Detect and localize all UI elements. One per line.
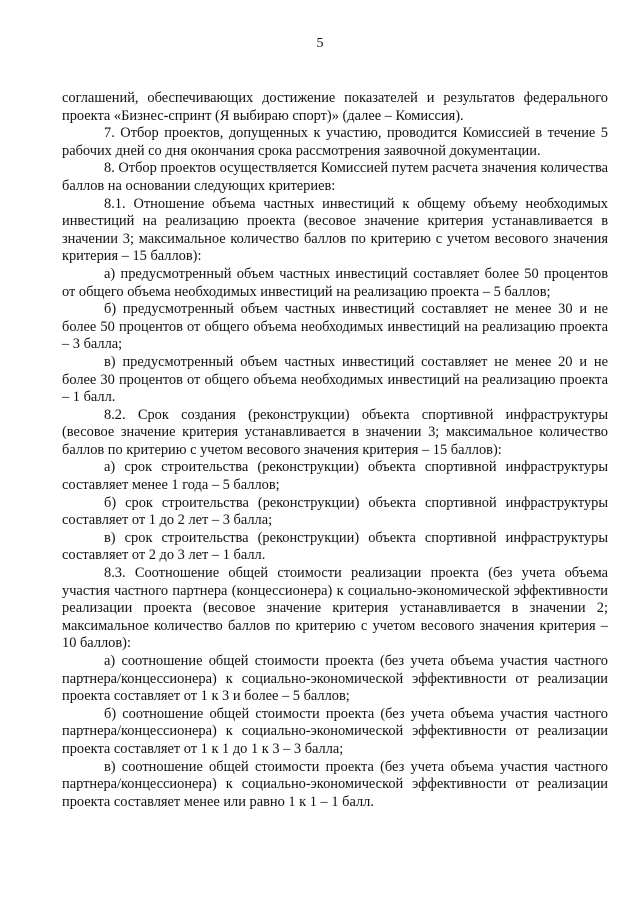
paragraph-8-3-c: в) соотношение общей стоимости проекта (без учета объема участия частного партнера/концессионера) к социально-экономической эффективности от реализации проекта составляет менее или равно 1 к 1 – 1 балл. <box>62 758 608 810</box>
paragraph-8-1-c: в) предусмотренный объем частных инвестиций составляет не менее 20 и не более 30 процентов от общего объема необходимых инвестиций на реализацию проекта – 1 балл. <box>62 353 608 406</box>
paragraph-8-2-a: а) срок строительства (реконструкции) объекта спортивной инфраструктуры составляет менее 1 года – 5 баллов; <box>62 459 608 494</box>
paragraph-8-1: 8.1. Отношение объема частных инвестиций к общему объему необходимых инвестиций на реализацию проекта (весовое значение критерия устанавливается в значении 3; максимальное количество баллов по критерию с учетом весового значения критерия – 15 баллов): <box>62 195 608 265</box>
paragraph-8-2-b: б) срок строительства (реконструкции) объекта спортивной инфраструктуры составляет от 1 до 2 лет – 3 балла; <box>62 494 608 529</box>
paragraph-8-3-a: а) соотношение общей стоимости проекта (без учета объема участия частного партнера/концессионера) к социально-экономической эффективности от реализации проекта составляет от 1 к 3 и более – 5 баллов; <box>62 653 608 705</box>
paragraph-8-2: 8.2. Срок создания (реконструкции) объекта спортивной инфраструктуры (весовое значение критерия устанавливается в значении 3; максимальное количество баллов по критерию с учетом весового значения критерия – 15 баллов): <box>62 406 608 458</box>
paragraph-8-3: 8.3. Соотношение общей стоимости реализации проекта (без учета объема участия частного партнера (концессионера) к социально-экономической эффективности реализации проекта (весовое значение критерия устанавливается в значении 2; максимальное количество баллов по критерию с учетом весового значения критерия – 10 баллов): <box>62 565 608 652</box>
page-number: 5 <box>316 36 324 51</box>
paragraph-7: 7. Отбор проектов, допущенных к участию, проводится Комиссией в течение 5 рабочих дней со дня окончания срока рассмотрения заявочной документации. <box>62 125 608 159</box>
paragraph-8-2-c: в) срок строительства (реконструкции) объекта спортивной инфраструктуры составляет от 2 до 3 лет – 1 балл. <box>62 529 608 564</box>
paragraph-8-3-b: б) соотношение общей стоимости проекта (без учета объема участия частного партнера/концессионера) к социально-экономической эффективности от реализации проекта составляет от 1 к 1 до 1 к 3 – 3 балла; <box>62 705 608 757</box>
paragraph-continuation: соглашений, обеспечивающих достижение показателей и результатов федерального проекта «Бизнес-спринт (Я выбираю спорт)» (далее – Комиссия). <box>62 90 608 124</box>
paragraph-8-1-b: б) предусмотренный объем частных инвестиций составляет не менее 30 и не более 50 процентов от общего объема необходимых инвестиций на реализацию проекта – 3 балла; <box>62 301 608 353</box>
paragraph-8-1-a: а) предусмотренный объем частных инвестиций составляет более 50 процентов от общего объема необходимых инвестиций на реализацию проекта – 5 баллов; <box>62 265 608 300</box>
document-body <box>62 90 608 811</box>
paragraph-8: 8. Отбор проектов осуществляется Комиссией путем расчета значения количества баллов на основании следующих критериев: <box>62 160 608 194</box>
